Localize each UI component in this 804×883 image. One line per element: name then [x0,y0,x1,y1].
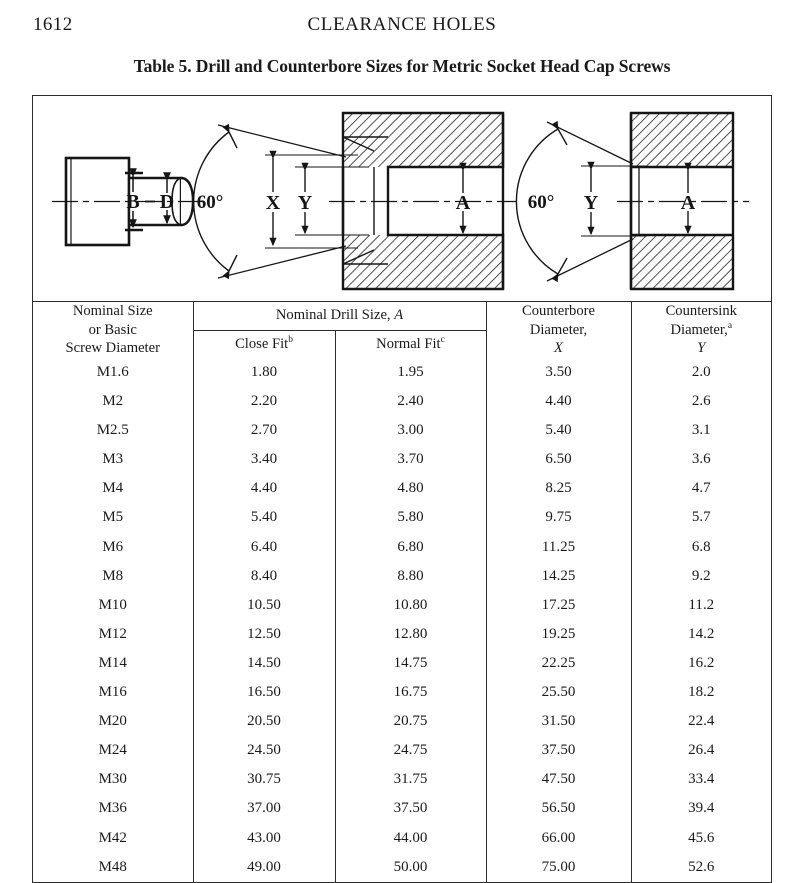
cell-normal-fit: 6.80 [335,533,486,562]
countersink-diagram [516,113,749,289]
cell-countersink: 4.7 [631,474,771,503]
angle-label-counterbore: 60° [196,192,224,213]
cell-normal-fit: 2.40 [335,387,486,416]
cell-close-fit: 16.50 [193,678,335,707]
cell-close-fit: 43.00 [193,824,335,853]
header-countersink-diameter: Countersink Diameter,$^a$ Y [631,302,771,358]
cell-close-fit: 14.50 [193,649,335,678]
cell-normal-fit: 31.75 [335,765,486,794]
angle-label-countersink: 60° [527,192,555,213]
cell-close-fit: 37.00 [193,794,335,823]
cell-close-fit: 8.40 [193,562,335,591]
footnote-marker-a: a [727,320,733,331]
svg-text:A: A [455,192,471,214]
cell-close-fit: 12.50 [193,620,335,649]
cell-nominal-size: M8 [102,567,124,584]
svg-text:Y: Y [583,192,599,214]
cell-nominal-size: M2 [102,393,124,410]
cell-normal-fit: 5.80 [335,503,486,532]
cell-countersink: 33.4 [631,765,771,794]
cell-countersink: 39.4 [631,794,771,823]
cell-close-fit: 24.50 [193,736,335,765]
counterbore-diagram [194,113,517,289]
cell-countersink: 16.2 [631,649,771,678]
table-head [33,302,771,358]
cell-countersink: 11.2 [631,591,771,620]
cell-normal-fit: 3.70 [335,445,486,474]
page-header [0,0,804,44]
cell-normal-fit: 10.80 [335,591,486,620]
cell-close-fit: 5.40 [193,503,335,532]
cell-counterbore: 11.25 [486,533,631,562]
cell-counterbore: 56.50 [486,794,631,823]
cell-countersink: 6.8 [631,533,771,562]
drill-sizes-table [33,302,771,882]
table-row [33,591,771,620]
cell-normal-fit: 1.95 [335,358,486,387]
cell-counterbore: 22.25 [486,649,631,678]
cell-counterbore: 31.50 [486,707,631,736]
svg-text:Y: Y [297,192,313,214]
header-row-top [33,302,771,330]
cell-nominal-size: M3 [102,451,124,468]
cell-close-fit: 20.50 [193,707,335,736]
clearance-holes-table [32,95,772,882]
cell-nominal-size: M4 [102,480,124,497]
cell-counterbore: 19.25 [486,620,631,649]
cell-nominal-size: M2.5 [96,422,129,439]
cell-close-fit: 30.75 [193,765,335,794]
cell-nominal-size: M6 [102,538,124,555]
cell-nominal-size: M42 [98,829,127,846]
cell-nominal-size: M16 [98,684,127,701]
table-row [33,736,771,765]
table-row [33,620,771,649]
table-row [33,533,771,562]
table-row [33,562,771,591]
cell-counterbore: 6.50 [486,445,631,474]
table-row [33,824,771,853]
cell-countersink: 14.2 [631,620,771,649]
cell-normal-fit: 20.75 [335,707,486,736]
cell-counterbore: 47.50 [486,765,631,794]
cell-normal-fit: 14.75 [335,649,486,678]
header-normal-fit: Normal Fit$^c$ [335,330,486,358]
cell-nominal-size: M14 [98,654,127,671]
table-row [33,678,771,707]
cell-nominal-size: M10 [98,596,127,613]
cell-nominal-size: M5 [102,509,124,526]
figure-band [33,96,771,302]
cell-countersink: 18.2 [631,678,771,707]
svg-text:B: B [126,191,140,213]
table-row [33,416,771,445]
cell-close-fit: 1.80 [193,358,335,387]
table-caption: Table 5. Drill and Counterbore Sizes for Metric Socket Head Cap Screws [133,56,671,76]
cell-normal-fit: 37.50 [335,794,486,823]
header-close-fit: Close Fit$^b$ [193,330,335,358]
cell-nominal-size: M12 [98,625,127,642]
cell-counterbore: 8.25 [486,474,631,503]
svg-text:X: X [265,192,281,214]
page-number: 1612 [33,14,73,35]
cell-counterbore: 9.75 [486,503,631,532]
cell-normal-fit: 50.00 [335,853,486,882]
cell-close-fit: 2.70 [193,416,335,445]
cell-normal-fit: 16.75 [335,678,486,707]
cell-countersink: 3.1 [631,416,771,445]
cell-close-fit: 49.00 [193,853,335,882]
running-title: CLEARANCE HOLES [307,14,497,35]
cell-close-fit: 3.40 [193,445,335,474]
table-row [33,358,771,387]
cell-close-fit: 2.20 [193,387,335,416]
cell-countersink: 5.7 [631,503,771,532]
table-row [33,649,771,678]
table-row [33,765,771,794]
cell-normal-fit: 3.00 [335,416,486,445]
cell-counterbore: 17.25 [486,591,631,620]
table-body [33,358,771,882]
clearance-hole-diagrams [33,96,771,300]
footnote-marker-b: b [288,335,293,346]
table-row [33,387,771,416]
cell-close-fit: 4.40 [193,474,335,503]
cell-counterbore: 75.00 [486,853,631,882]
cell-countersink: 45.6 [631,824,771,853]
header-drill-size-group: Nominal Drill Size, A [193,302,486,330]
header-counterbore-diameter: Counterbore Diameter, X [486,302,631,358]
cell-counterbore: 14.25 [486,562,631,591]
cell-countersink: 9.2 [631,562,771,591]
cell-counterbore: 5.40 [486,416,631,445]
cell-nominal-size: M20 [98,713,127,730]
cell-countersink: 52.6 [631,853,771,882]
cell-counterbore: 3.50 [486,358,631,387]
header-nominal-size: Nominal Size or Basic Screw Diameter [65,303,160,357]
cell-normal-fit: 12.80 [335,620,486,649]
cell-counterbore: 4.40 [486,387,631,416]
cell-nominal-size: M36 [98,800,127,817]
cell-close-fit: 10.50 [193,591,335,620]
cell-close-fit: 6.40 [193,533,335,562]
cell-normal-fit: 4.80 [335,474,486,503]
cell-countersink: 2.0 [631,358,771,387]
cell-countersink: 26.4 [631,736,771,765]
cell-nominal-size: M1.6 [96,364,129,381]
cell-countersink: 2.6 [631,387,771,416]
table-row [33,474,771,503]
footnote-marker-c: c [440,335,445,346]
cell-counterbore: 25.50 [486,678,631,707]
table-row [33,503,771,532]
table-row [33,794,771,823]
table-row [33,707,771,736]
cell-nominal-size: M30 [98,771,127,788]
svg-text:A: A [680,192,696,214]
cell-counterbore: 37.50 [486,736,631,765]
cell-counterbore: 66.00 [486,824,631,853]
svg-text:D: D [159,191,175,213]
cell-countersink: 22.4 [631,707,771,736]
table-row [33,853,771,882]
cell-countersink: 3.6 [631,445,771,474]
table-row [33,445,771,474]
cell-nominal-size: M24 [98,742,127,759]
screw-diagram [52,158,205,245]
cell-normal-fit: 44.00 [335,824,486,853]
cell-normal-fit: 8.80 [335,562,486,591]
cell-nominal-size: M48 [98,858,127,875]
cell-normal-fit: 24.75 [335,736,486,765]
